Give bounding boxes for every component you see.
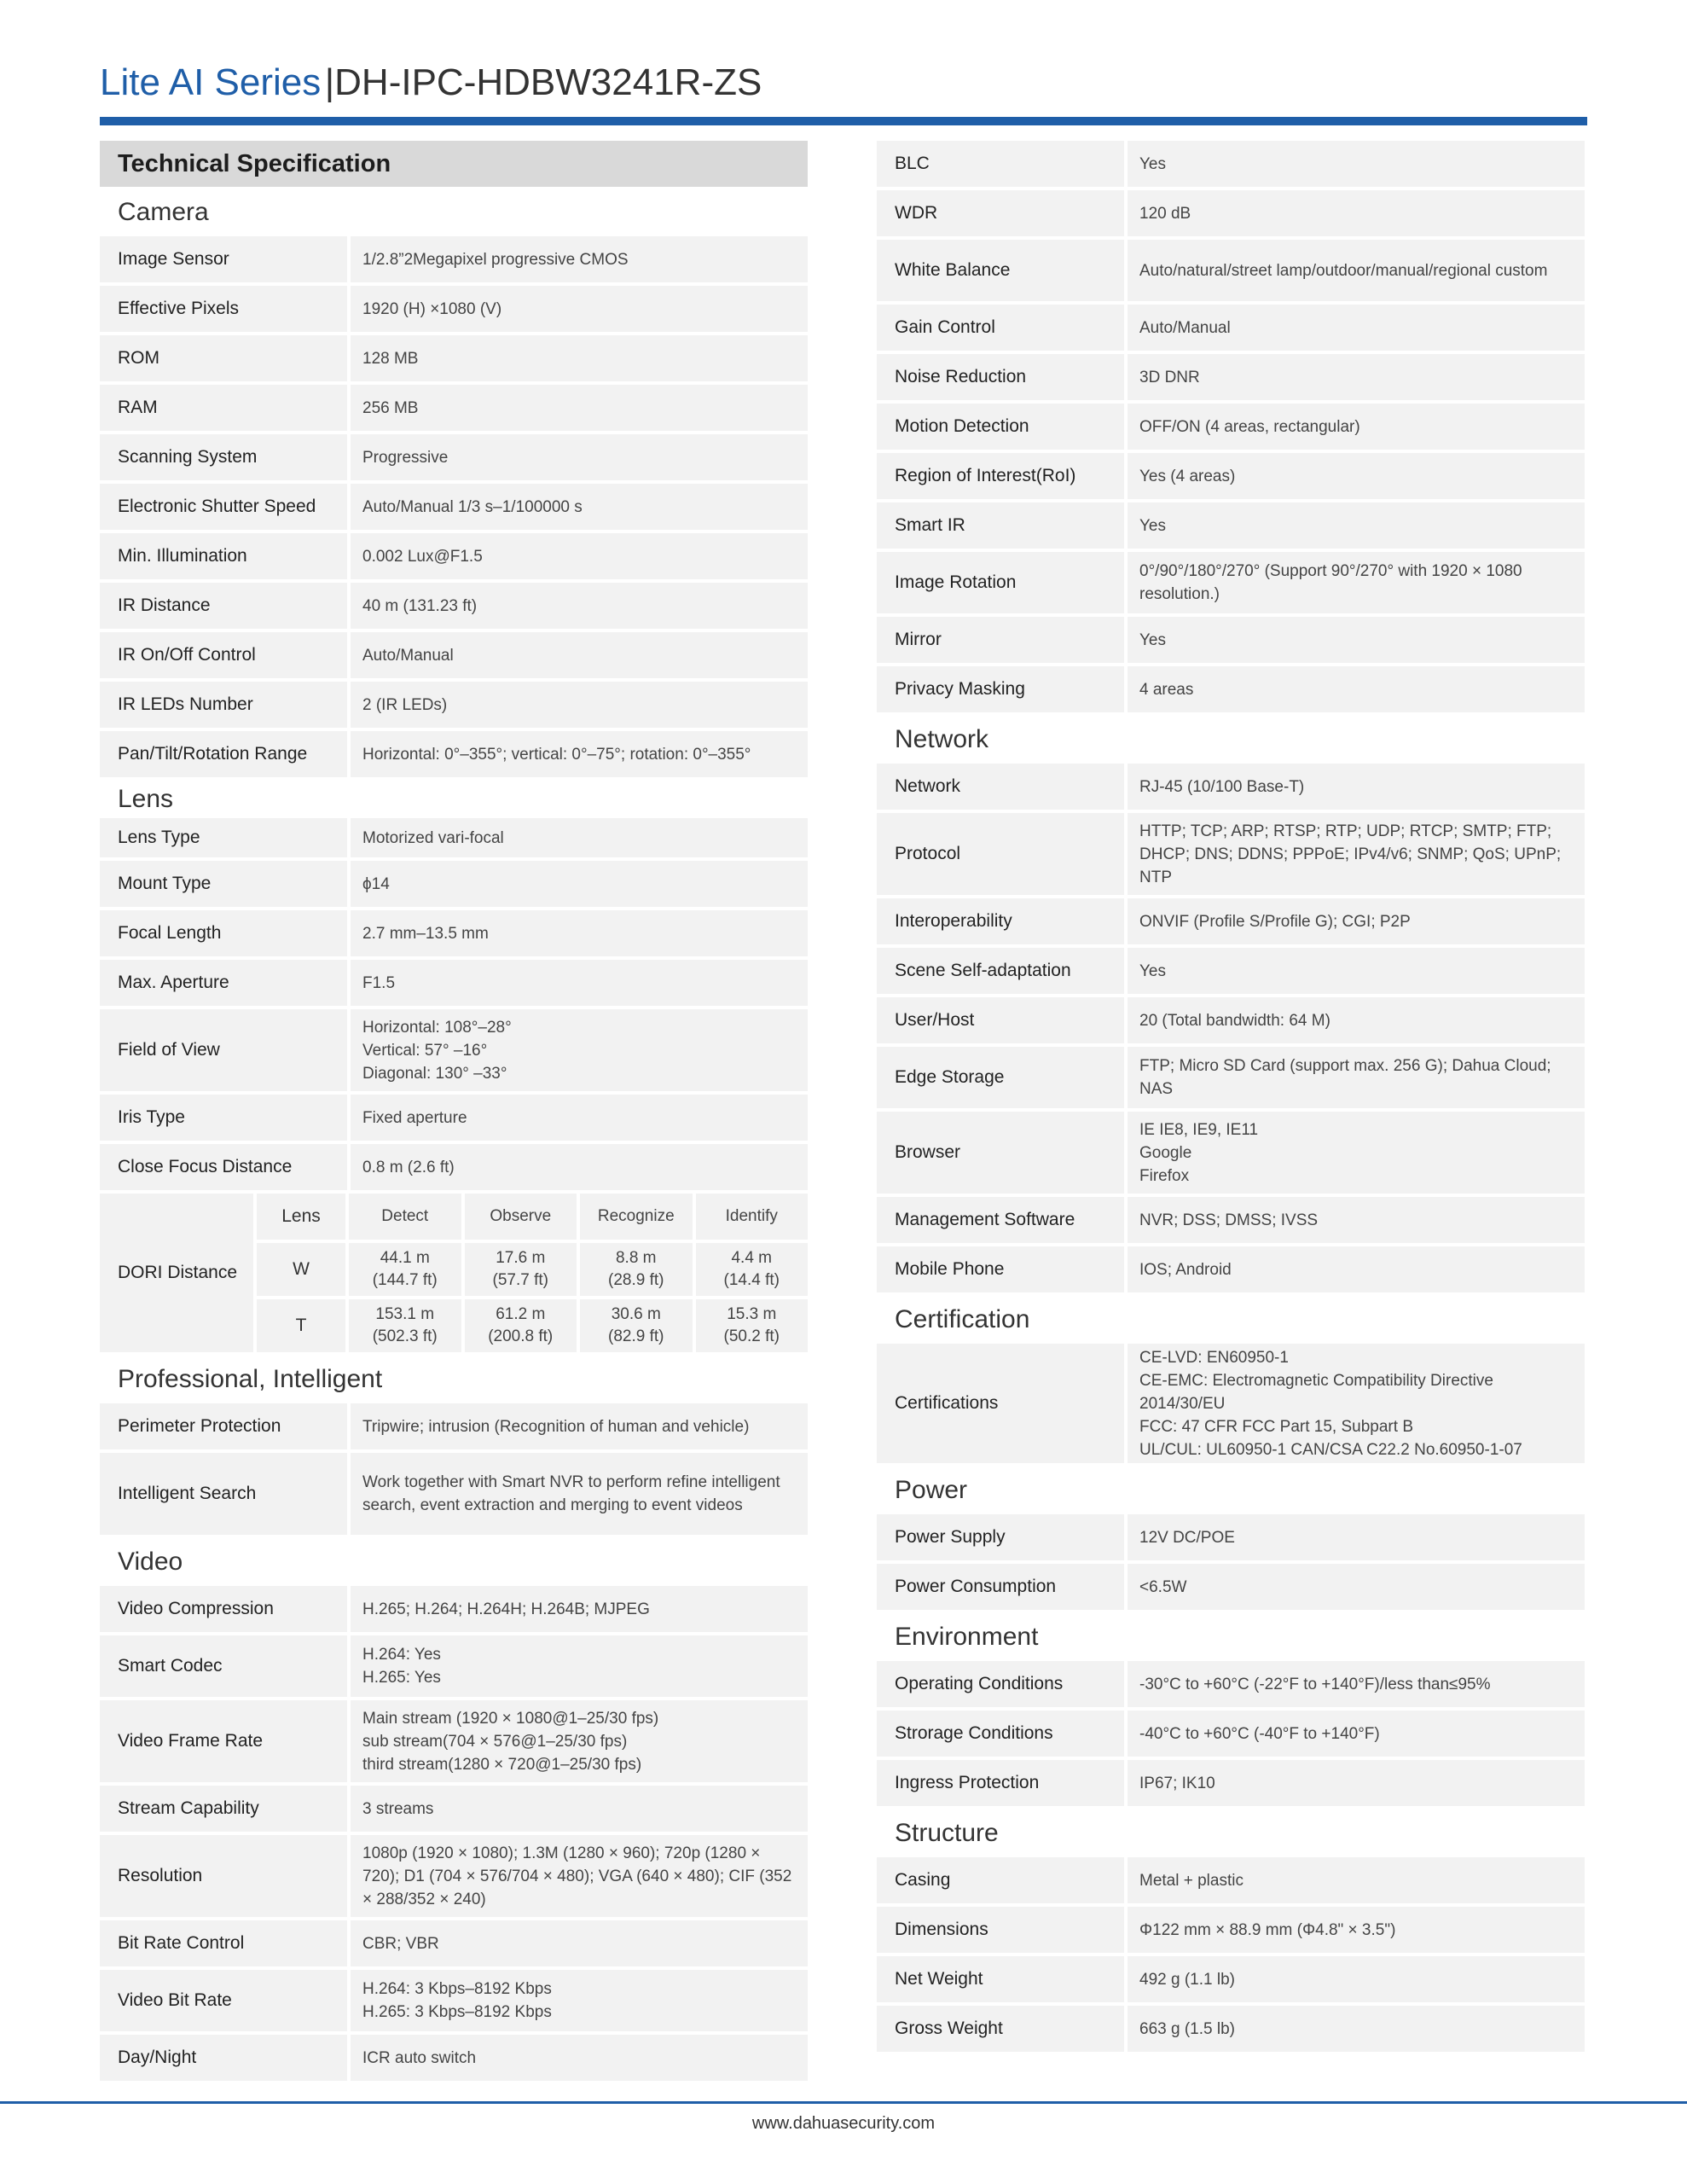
spec-label: Min. Illumination [100,533,347,579]
spec-value: 120 dB [1128,190,1585,236]
footer-url[interactable]: www.dahuasecurity.com [751,2114,936,2133]
section-title-professional: Professional, Intelligent [118,1365,383,1393]
spec-value: 0.002 Lux@F1.5 [351,533,808,579]
spec-row [100,484,808,530]
spec-value: Progressive [351,434,808,480]
spec-label: Dimensions [877,1907,1124,1953]
power-spec-table [877,1514,1585,1610]
spec-value: ICR auto switch [351,2035,808,2081]
spec-label: Max. Aperture [100,960,347,1006]
dori-cell: 4.4 m (14.4 ft) [696,1243,809,1296]
spec-label: Mirror [877,617,1124,663]
spec-row [100,1835,808,1917]
spec-label: Focal Length [100,910,347,956]
spec-value: Yes [1128,141,1585,187]
spec-value: CBR; VBR [351,1920,808,1966]
spec-row [100,434,808,480]
spec-label: Close Focus Distance [100,1144,347,1190]
spec-label: Browser [877,1112,1124,1194]
spec-label: IR Distance [100,583,347,629]
spec-row [100,1635,808,1697]
spec-row [877,552,1585,613]
spec-value: ϕ14 [351,861,808,907]
spec-value: -30°C to +60°C (-22°F to +140°F)/less than≤95% [1128,1661,1585,1707]
spec-label: Image Rotation [877,552,1124,613]
series-title: Lite AI Series [100,61,322,103]
environment-spec-table [877,1661,1585,1806]
spec-label: Field of View [100,1009,347,1091]
dori-header-cell: Observe [465,1194,577,1240]
spec-row [877,1661,1585,1707]
section-title-power: Power [895,1476,968,1504]
spec-label: ROM [100,335,347,381]
spec-row [100,1920,808,1966]
spec-row [100,2035,808,2081]
spec-value: IOS; Android [1128,1246,1585,1292]
spec-value: 0°/90°/180°/270° (Support 90°/270° with 1920 × 1080 resolution.) [1128,552,1585,613]
spec-label: Iris Type [100,1095,347,1141]
spec-value: 2.7 mm–13.5 mm [351,910,808,956]
spec-row [877,190,1585,236]
spec-value: H.265; H.264; H.264H; H.264B; MJPEG [351,1586,808,1632]
spec-label: Casing [877,1857,1124,1903]
spec-row [877,1047,1585,1108]
spec-row [100,1009,808,1091]
spec-value: Horizontal: 0°–355°; vertical: 0°–75°; rotation: 0°–355° [351,731,808,777]
spec-value: Horizontal: 108°–28° Vertical: 57° –16° Diagonal: 130° –33° [351,1009,808,1091]
spec-label: Power Consumption [877,1564,1124,1610]
spec-value: Tripwire; intrusion (Recognition of human and vehicle) [351,1403,808,1449]
spec-row [100,236,808,282]
spec-label: Day/Night [100,2035,347,2081]
spec-label: Ingress Protection [877,1760,1124,1806]
spec-label: Perimeter Protection [100,1403,347,1449]
spec-row [100,861,808,907]
spec-value: H.264: 3 Kbps–8192 Kbps H.265: 3 Kbps–8192 Kbps [351,1970,808,2031]
spec-label: White Balance [877,240,1124,301]
spec-row [100,910,808,956]
spec-value: -40°C to +60°C (-40°F to +140°F) [1128,1711,1585,1757]
spec-row [877,1514,1585,1560]
spec-label: Gross Weight [877,2006,1124,2052]
dori-distance-label: DORI Distance [100,1194,253,1352]
spec-row [100,1403,808,1449]
model-title: |DH-IPC-HDBW3241R-ZS [324,61,762,103]
spec-row [100,1144,808,1190]
dori-cell: 44.1 m (144.7 ft) [349,1243,461,1296]
spec-row [100,583,808,629]
spec-row [877,764,1585,810]
spec-row [100,1700,808,1782]
spec-row [100,286,808,332]
spec-value: 2 (IR LEDs) [351,682,808,728]
spec-row [877,354,1585,400]
spec-row [877,997,1585,1043]
spec-value: Auto/Manual [351,632,808,678]
spec-row [100,385,808,431]
spec-label: Effective Pixels [100,286,347,332]
spec-value: Main stream (1920 × 1080@1–25/30 fps) sub stream(704 × 576@1–25/30 fps) third stream(1280 × 720@1–25/30 fps) [351,1700,808,1782]
spec-label: Management Software [877,1197,1124,1243]
spec-value: Yes [1128,617,1585,663]
spec-label: Stream Capability [100,1786,347,1832]
spec-value: 3 streams [351,1786,808,1832]
spec-label: Video Frame Rate [100,1700,347,1782]
spec-label: Video Compression [100,1586,347,1632]
spec-label: Net Weight [877,1956,1124,2002]
dori-row-head: W [257,1243,345,1296]
spec-value: Yes [1128,502,1585,549]
dori-cell: 15.3 m (50.2 ft) [696,1299,809,1352]
spec-row [100,960,808,1006]
spec-label: IR LEDs Number [100,682,347,728]
spec-value: Auto/Manual 1/3 s–1/100000 s [351,484,808,530]
spec-label: Power Supply [877,1514,1124,1560]
spec-row [877,141,1585,187]
page-header [100,61,762,113]
dori-header-cell: Lens [257,1194,345,1240]
spec-label: Interoperability [877,898,1124,944]
camera-continued-spec-table [877,141,1585,712]
spec-row [877,240,1585,301]
section-title-network: Network [895,725,989,753]
spec-value: 1/2.8”2Megapixel progressive CMOS [351,236,808,282]
spec-value: 12V DC/POE [1128,1514,1585,1560]
dori-cell: 153.1 m (502.3 ft) [349,1299,461,1352]
section-title-certification: Certification [895,1305,1030,1333]
lens-spec-table [100,818,808,1190]
spec-row [877,1246,1585,1292]
spec-label: Resolution [100,1835,347,1917]
spec-row [877,948,1585,994]
spec-label: Protocol [877,813,1124,895]
spec-label: Image Sensor [100,236,347,282]
spec-row [100,682,808,728]
spec-value: 1920 (H) ×1080 (V) [351,286,808,332]
dori-cell: 8.8 m (28.9 ft) [580,1243,693,1296]
spec-label: Region of Interest(RoI) [877,453,1124,499]
spec-label: Scanning System [100,434,347,480]
spec-value: 492 g (1.1 lb) [1128,1956,1585,2002]
spec-value: IP67; IK10 [1128,1760,1585,1806]
spec-label: Network [877,764,1124,810]
technical-specification-title: Technical Specification [100,141,808,187]
spec-label: Noise Reduction [877,354,1124,400]
spec-row [877,1564,1585,1610]
spec-label: Motion Detection [877,404,1124,450]
spec-value: 0.8 m (2.6 ft) [351,1144,808,1190]
spec-label: Edge Storage [877,1047,1124,1108]
spec-label: Mount Type [100,861,347,907]
spec-value: Yes (4 areas) [1128,453,1585,499]
spec-value: 663 g (1.5 lb) [1128,2006,1585,2052]
spec-row [877,2006,1585,2052]
spec-value: Fixed aperture [351,1095,808,1141]
spec-value: 1080p (1920 × 1080); 1.3M (1280 × 960); 720p (1280 × 720); D1 (704 × 576/704 × 480); VGA (640 × 480); CIF (352 × 288/352 × 240) [351,1835,808,1917]
dori-row-head: T [257,1299,345,1352]
spec-value: 128 MB [351,335,808,381]
dori-grid [257,1194,808,1352]
spec-value: 3D DNR [1128,354,1585,400]
spec-row [877,1956,1585,2002]
spec-value: H.264: Yes H.265: Yes [351,1635,808,1697]
spec-value: ONVIF (Profile S/Profile G); CGI; P2P [1128,898,1585,944]
certification-spec-table [877,1344,1585,1463]
spec-label: Operating Conditions [877,1661,1124,1707]
dori-header-cell: Identify [696,1194,809,1240]
professional-spec-table [100,1403,808,1535]
spec-row [100,335,808,381]
spec-value: IE IE8, IE9, IE11 Google Firefox [1128,1112,1585,1194]
spec-value: Auto/Manual [1128,305,1585,351]
spec-label: Certifications [877,1344,1124,1463]
spec-value: F1.5 [351,960,808,1006]
spec-value: Work together with Smart NVR to perform refine intelligent search, event extraction and merging to event videos [351,1453,808,1535]
spec-label: Scene Self-adaptation [877,948,1124,994]
spec-label: Smart Codec [100,1635,347,1697]
spec-row [100,533,808,579]
spec-value: Yes [1128,948,1585,994]
spec-row [877,666,1585,712]
right-column [877,141,1585,2055]
spec-row [877,1711,1585,1757]
spec-value: CE-LVD: EN60950-1 CE-EMC: Electromagnetic Compatibility Directive 2014/30/EU FCC: 47 CFR FCC Part 15, Subpart B UL/CUL: UL60950-1 CAN/CSA C22.2 No.60950-1-07 [1128,1344,1585,1463]
spec-label: Pan/Tilt/Rotation Range [100,731,347,777]
spec-row [877,453,1585,499]
section-title-environment: Environment [895,1623,1039,1651]
spec-row [100,1970,808,2031]
spec-label: BLC [877,141,1124,187]
network-spec-table [877,764,1585,1292]
spec-label: Electronic Shutter Speed [100,484,347,530]
spec-value: FTP; Micro SD Card (support max. 256 G); Dahua Cloud; NAS [1128,1047,1585,1108]
spec-label: Bit Rate Control [100,1920,347,1966]
spec-label: WDR [877,190,1124,236]
left-column [100,141,808,2084]
spec-row [877,1344,1585,1463]
spec-row [877,1857,1585,1903]
spec-label: User/Host [877,997,1124,1043]
section-title-video: Video [118,1548,183,1576]
spec-value: Auto/natural/street lamp/outdoor/manual/regional custom [1128,240,1585,301]
spec-row [100,818,808,857]
spec-row [100,1095,808,1141]
spec-row [877,1760,1585,1806]
spec-value: HTTP; TCP; ARP; RTSP; RTP; UDP; RTCP; SMTP; FTP; DHCP; DNS; DDNS; PPPoE; IPv4/v6; SNMP; QoS; UPnP; NTP [1128,813,1585,895]
spec-row [100,1586,808,1632]
section-title-structure: Structure [895,1819,999,1847]
structure-spec-table [877,1857,1585,2052]
spec-value: OFF/ON (4 areas, rectangular) [1128,404,1585,450]
spec-value: NVR; DSS; DMSS; IVSS [1128,1197,1585,1243]
dori-header-cell: Recognize [580,1194,693,1240]
spec-label: Video Bit Rate [100,1970,347,2031]
spec-value: Metal + plastic [1128,1857,1585,1903]
header-divider [100,117,1587,125]
spec-row [100,1786,808,1832]
spec-row [877,1197,1585,1243]
spec-row [877,1907,1585,1953]
spec-value: Motorized vari-focal [351,818,808,857]
spec-label: Gain Control [877,305,1124,351]
spec-row [877,502,1585,549]
spec-row [100,632,808,678]
spec-value: 4 areas [1128,666,1585,712]
dori-cell: 30.6 m (82.9 ft) [580,1299,693,1352]
spec-label: Intelligent Search [100,1453,347,1535]
spec-value: 20 (Total bandwidth: 64 M) [1128,997,1585,1043]
spec-label: IR On/Off Control [100,632,347,678]
spec-value: 256 MB [351,385,808,431]
spec-value: Φ122 mm × 88.9 mm (Φ4.8" × 3.5") [1128,1907,1585,1953]
spec-label: RAM [100,385,347,431]
video-spec-table [100,1586,808,2081]
spec-value: <6.5W [1128,1564,1585,1610]
spec-row [100,731,808,777]
spec-row [877,404,1585,450]
spec-row [100,1453,808,1535]
dori-cell: 17.6 m (57.7 ft) [465,1243,577,1296]
dori-cell: 61.2 m (200.8 ft) [465,1299,577,1352]
footer-divider [0,2101,1687,2104]
spec-row [877,898,1585,944]
spec-row [877,1112,1585,1194]
section-title-camera: Camera [118,198,209,226]
spec-value: RJ-45 (10/100 Base-T) [1128,764,1585,810]
spec-label: Mobile Phone [877,1246,1124,1292]
spec-row [877,813,1585,895]
section-title-lens: Lens [118,785,174,813]
spec-label: Smart IR [877,502,1124,549]
spec-label: Strorage Conditions [877,1711,1124,1757]
spec-value: 40 m (131.23 ft) [351,583,808,629]
spec-row [877,617,1585,663]
spec-label: Lens Type [100,818,347,857]
dori-distance-table [100,1194,808,1352]
spec-row [877,305,1585,351]
spec-label: Privacy Masking [877,666,1124,712]
camera-spec-table [100,236,808,777]
dori-header-cell: Detect [349,1194,461,1240]
